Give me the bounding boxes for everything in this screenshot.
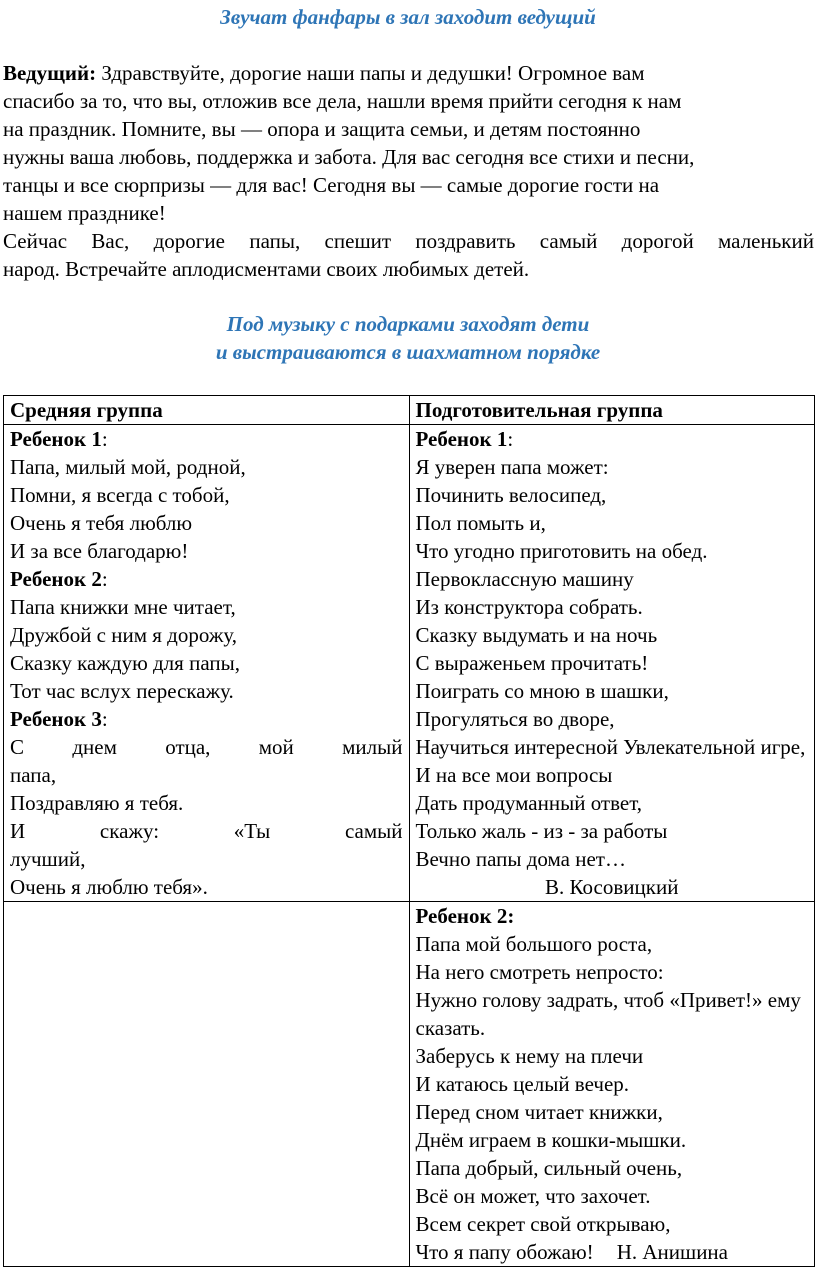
poem-line: Помни, я всегда с тобой, — [10, 483, 230, 507]
poem-line: Научиться интересной Увлекательной игре, — [415, 735, 806, 759]
poem-line: Папа добрый, сильный очень, — [415, 1156, 683, 1180]
poem-line: Перед сном читает книжки, — [415, 1100, 663, 1124]
header-middle-group: Средняя группа — [4, 396, 410, 425]
poem-line: Очень я люблю тебя». — [10, 875, 208, 899]
poem-line: Я уверен папа может: — [415, 455, 609, 479]
poem-line: И скажу: «Ты самый — [10, 819, 403, 843]
table-header-row — [4, 396, 815, 425]
stage-direction — [0, 310, 816, 366]
child-label: Ребенок 2: — [415, 904, 515, 928]
poem-line: Прогуляться во дворе, — [415, 707, 615, 731]
poem-line: Папа мой большого роста, — [415, 932, 653, 956]
host-speaker-label: Ведущий: — [3, 61, 97, 85]
poem-line: Всем секрет свой открываю, — [415, 1212, 671, 1236]
poem-line: С выраженьем прочитать! — [415, 651, 649, 675]
poem-line: Очень я тебя люблю — [10, 511, 193, 535]
poem-line: И за все благодарю! — [10, 539, 189, 563]
poem-line: И на все мои вопросы — [415, 763, 613, 787]
poem-line: Поиграть со мною в шашки, — [415, 679, 669, 703]
poem-author: Н. Анишина — [616, 1240, 728, 1264]
host-paragraph-2 — [3, 227, 814, 283]
table-row — [4, 425, 815, 902]
header-prep-group: Подготовительная группа — [409, 396, 815, 425]
host-line: танцы и все сюрпризы — для вас! Сегодня вы — самые дорогие гости на — [3, 173, 660, 197]
poem-line: Папа, милый мой, родной, — [10, 455, 246, 479]
host-line: на праздник. Помните, вы — опора и защита семьи, и детям постоянно — [3, 117, 641, 141]
poem-line: лучший, — [10, 847, 86, 871]
poem-line: Только жаль - из - за работы — [415, 819, 668, 843]
middle-group-poems — [4, 425, 410, 902]
poem-line: На него смотреть непросто: — [415, 960, 664, 984]
host-line: спасибо за то, что вы, отложив все дела, нашли время прийти сегодня к нам — [3, 89, 682, 113]
prep-group-poem-1 — [409, 425, 815, 902]
poem-line: Сказку каждую для папы, — [10, 651, 240, 675]
host-speech — [3, 59, 814, 283]
poem-line: С днем отца, мой милый — [10, 735, 403, 759]
child-label: Ребенок 1: — [415, 427, 514, 451]
poem-line: Нужно голову задрать, чтоб «Привет!» ему — [415, 988, 801, 1012]
host-line: народ. Встречайте аплодисментами своих любимых детей. — [3, 257, 530, 281]
host-line: Сейчас Вас, дорогие папы, спешит поздравить самый дорогой маленький — [3, 229, 814, 253]
scene-direction-title: Звучат фанфары в зал заходит ведущий — [220, 5, 596, 29]
poem-line: Заберусь к нему на плечи — [415, 1044, 644, 1068]
poem-line: сказать. — [415, 1016, 486, 1040]
table-row — [4, 902, 815, 1267]
host-paragraph-1 — [3, 59, 814, 227]
poem-line: И катаюсь целый вечер. — [415, 1072, 630, 1096]
poem-line: Починить велосипед, — [415, 483, 607, 507]
empty-cell — [4, 902, 410, 1267]
child-label: Ребенок 3: — [10, 707, 108, 731]
poem-line: Всё он может, что захочет. — [415, 1184, 651, 1208]
poem-line: Тот час вслух перескажу. — [10, 679, 234, 703]
poem-line: Вечно папы дома нет… — [415, 847, 626, 871]
child-label: Ребенок 1: — [10, 427, 108, 451]
poem-line: Что я папу обожаю! — [415, 1240, 594, 1264]
host-line: нашем празднике! — [3, 201, 166, 225]
poem-line: Дружбой с ним я дорожу, — [10, 623, 237, 647]
poem-line: Сказку выдумать и на ночь — [415, 623, 658, 647]
prep-group-poem-2 — [409, 902, 815, 1267]
poem-line: Поздравляю я тебя. — [10, 791, 184, 815]
poems-table — [3, 395, 815, 1267]
poem-line: Днём играем в кошки-мышки. — [415, 1128, 687, 1152]
poem-line: Дать продуманный ответ, — [415, 791, 643, 815]
poem-line: Что угодно приготовить на обед. — [415, 539, 708, 563]
poem-line: Пол помыть и, — [415, 511, 546, 535]
stage-direction-line: и выстраиваются в шахматном порядке — [215, 340, 601, 364]
poem-author: В. Косовицкий — [545, 875, 679, 899]
poem-line: Первоклассную машину — [415, 567, 634, 591]
poem-line: Из конструктора собрать. — [415, 595, 643, 619]
poem-line: Папа книжки мне читает, — [10, 595, 236, 619]
child-label: Ребенок 2: — [10, 567, 108, 591]
poem-last-line — [416, 1238, 809, 1266]
host-line: Здравствуйте, дорогие наши папы и дедушки! Огромное вам — [96, 61, 645, 85]
stage-direction-line: Под музыку с подарками заходят дети — [226, 312, 590, 336]
poem-line: папа, — [10, 763, 57, 787]
host-line: нужны ваша любовь, поддержка и забота. Для вас сегодня все стихи и песни, — [3, 145, 695, 169]
